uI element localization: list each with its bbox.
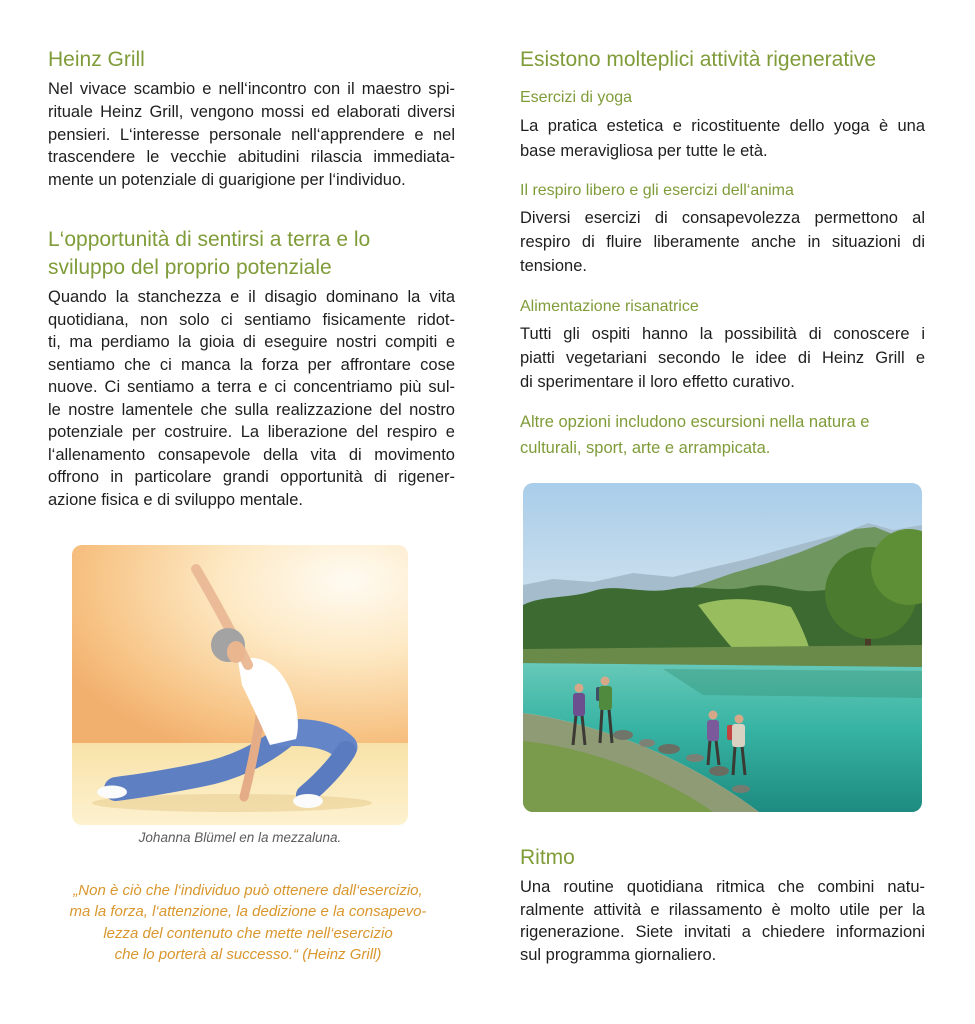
hiker-jacket — [707, 720, 719, 741]
hiker-leg — [600, 709, 602, 743]
rock — [658, 744, 680, 754]
paragraph-line: pensieri. L‘interesse personale nell‘apprendere e nel — [48, 125, 455, 144]
paragraph-line: respiro di fluire liberamente anche in situazioni di — [520, 233, 925, 251]
rock — [686, 754, 704, 762]
paragraph-line: di sperimentare il loro effetto curativo. — [520, 373, 795, 391]
paragraph-line: rigenerazione. Siete invitati a chiedere informazioni — [520, 923, 925, 941]
heading-line: L‘opportunità di sentirsi a terra e lo — [48, 228, 371, 251]
paragraph-line: Una routine quotidiana ritmica che combini natu- — [520, 878, 925, 896]
hiker-head — [709, 711, 718, 720]
yoga-illustration — [72, 545, 408, 825]
breath-paragraph — [520, 206, 925, 278]
paragraph-line: rituale Heinz Grill, vengono mossi ed elaborati diversi — [48, 102, 455, 121]
breath-subheading: Il respiro libero e gli esercizi dell‘anima — [520, 182, 794, 199]
hiker-jacket — [573, 693, 585, 716]
paragraph-line: tensione. — [520, 257, 587, 275]
paragraph-line: offrono in particolare grandi opportunità di rigener- — [48, 468, 455, 486]
hiker-head — [601, 677, 610, 686]
rock — [639, 739, 655, 747]
paragraph-line: mente un potenziale di guarigione per l‘individuo. — [48, 171, 406, 189]
potential-heading — [48, 226, 370, 282]
quote-line: „Non è ciò che l‘individuo può ottenere dall‘esercizio, — [73, 882, 423, 899]
back-foot — [97, 786, 127, 799]
paragraph-line: trascendere le vecchie abitudini rilascia immediata- — [48, 148, 455, 167]
quote-line: che lo porterà al successo.“ (Heinz Grill) — [114, 945, 382, 963]
heinz-grill-quote — [48, 880, 448, 965]
hiker-head — [735, 715, 744, 724]
paragraph-line: piatti vegetariani secondo le idee di Heinz Grill e — [520, 349, 925, 367]
potential-paragraph — [48, 286, 455, 511]
paragraph-line: sentiamo che ci manca la forza per affrontare cose — [48, 355, 455, 374]
hiker-jacket — [599, 686, 612, 710]
hiker-jacket — [732, 724, 745, 747]
paragraph-line: ralmente attività e rilassamento è molto utile per la — [520, 900, 925, 919]
yoga-paragraph — [520, 114, 925, 163]
photo-caption: Johanna Blümel en la mezzaluna. — [138, 830, 342, 845]
rock — [709, 766, 729, 776]
paragraph-line: le nostre lamentele che sulla realizzazione del nostro — [48, 400, 455, 419]
paragraph-line: sul programma giornaliero. — [520, 945, 717, 964]
quote-line: ma la forza, l‘attenzione, la dedizione e la consapevo- — [69, 903, 427, 921]
paragraph-line: nuove. Ci sentiamo a terra e ci concentriamo più sul- — [48, 378, 455, 396]
hiker-leg — [733, 746, 735, 775]
face — [227, 641, 245, 663]
rock — [613, 730, 633, 740]
heinz-grill-heading: Heinz Grill — [48, 48, 145, 71]
paragraph-line: ti, ma perdiamo la gioia di eseguire nostri compiti e — [48, 333, 455, 351]
paragraph-line: Diversi esercizi di consapevolezza permettono al — [520, 209, 925, 227]
hiker-head — [575, 684, 584, 693]
rock — [732, 785, 750, 793]
heinz-grill-paragraph — [48, 78, 455, 192]
lake-illustration — [523, 483, 922, 812]
paragraph-line: La pratica estetica e ricostituente dello yoga è una — [520, 117, 925, 135]
yoga-photo — [72, 545, 408, 825]
nutrition-paragraph — [520, 322, 925, 394]
hiker-leg — [708, 740, 710, 765]
paragraph-line: Tutti gli ospiti hanno la possibilità di conoscere i — [520, 325, 925, 343]
lake-reflection — [663, 669, 922, 698]
activities-heading: Esistono molteplici attività rigenerative — [520, 48, 876, 71]
heading-line: sviluppo del proprio potenziale — [48, 256, 332, 279]
paragraph-line: potenziale per costruire. La liberazione del respiro e — [48, 423, 455, 441]
rhythm-heading: Ritmo — [520, 846, 575, 869]
paragraph-line: base meravigliosa per tutte le età. — [520, 141, 768, 160]
paragraph-line: azione fisica e di sviluppo mentale. — [48, 490, 303, 509]
nutrition-subheading: Alimentazione risanatrice — [520, 298, 699, 315]
paragraph-line: Altre opzioni includono escursioni nella natura e — [520, 413, 870, 431]
lake-photo — [523, 483, 922, 812]
paragraph-line: Quando la stanchezza e il disagio dominano la vita — [48, 288, 455, 306]
paragraph-line: culturali, sport, arte e arrampicata. — [520, 439, 771, 457]
paragraph-line: quotidiana, non solo ci sentiamo fisicamente ridot- — [48, 310, 455, 329]
rhythm-paragraph — [520, 876, 925, 966]
more-options-paragraph — [520, 409, 925, 461]
yoga-subheading: Esercizi di yoga — [520, 89, 633, 106]
quote-line: lezza del contenuto che mette nell‘esercizio — [103, 924, 393, 942]
paragraph-line: Nel vivace scambio e nell‘incontro con il maestro spi- — [48, 80, 455, 98]
front-foot — [293, 794, 323, 808]
paragraph-line: l‘allenamento consapevole della vita di movimento — [48, 445, 455, 464]
